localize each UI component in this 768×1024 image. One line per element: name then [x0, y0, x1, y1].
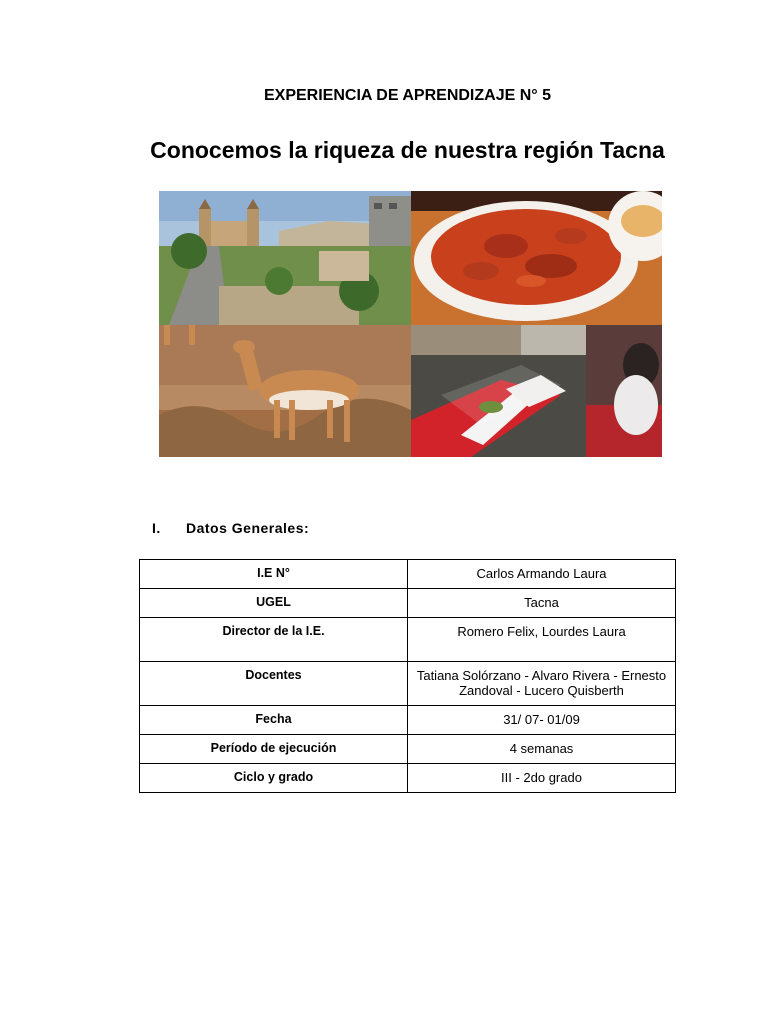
row-label: I.E N°	[140, 560, 408, 589]
section-number: I.	[152, 520, 161, 536]
row-value: Tacna	[408, 589, 676, 618]
row-label: Director de la I.E.	[140, 618, 408, 662]
table-row	[140, 618, 676, 662]
dish-photo	[411, 191, 662, 325]
table-row	[140, 706, 676, 735]
row-value: III - 2do grado	[408, 764, 676, 793]
table-row	[140, 764, 676, 793]
photo-collage	[159, 191, 662, 457]
row-label: Docentes	[140, 662, 408, 706]
table-row	[140, 560, 676, 589]
page-heading: EXPERIENCIA DE APRENDIZAJE N° 5	[263, 87, 552, 104]
row-value: 4 semanas	[408, 735, 676, 764]
row-value: Tatiana Solórzano - Alvaro Rivera - Ernesto Zandoval - Lucero Quisberth	[408, 662, 676, 706]
city-photo	[159, 191, 411, 325]
row-value: 31/ 07- 01/09	[408, 706, 676, 735]
row-value: Romero Felix, Lourdes Laura	[408, 618, 676, 662]
row-label: UGEL	[140, 589, 408, 618]
section-label: Datos Generales:	[186, 520, 310, 536]
table-row	[140, 662, 676, 706]
section-heading	[152, 520, 309, 536]
table-row	[140, 589, 676, 618]
page-title: Conocemos la riqueza de nuestra región Tacna	[150, 137, 665, 163]
table-row	[140, 735, 676, 764]
row-label: Ciclo y grado	[140, 764, 408, 793]
general-data-table	[139, 559, 676, 793]
row-label: Período de ejecución	[140, 735, 408, 764]
guanaco-photo	[159, 325, 411, 457]
flag-parade-photo	[411, 325, 662, 457]
row-label: Fecha	[140, 706, 408, 735]
row-value: Carlos Armando Laura	[408, 560, 676, 589]
